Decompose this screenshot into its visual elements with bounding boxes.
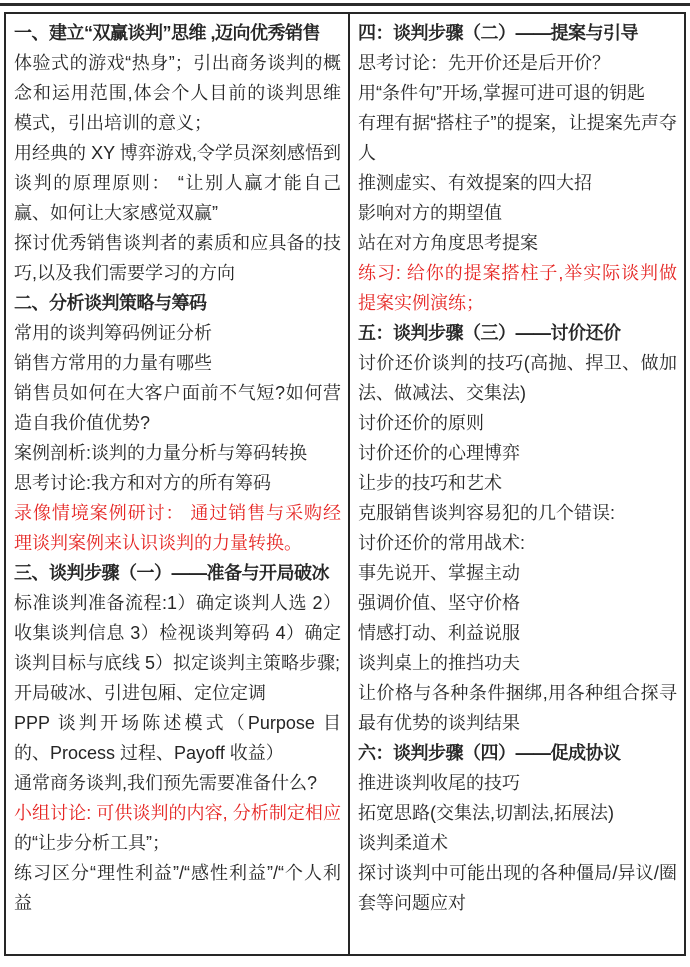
outline-item xyxy=(358,258,677,318)
text-run: 拓宽思路(交集法,切割法,拓展法) xyxy=(358,803,614,823)
text-run: 的“让步分析工具”； xyxy=(14,833,170,853)
text-run: 小组讨论: 可供谈判的内容, 分析制定相应 xyxy=(14,803,341,823)
outline-item xyxy=(358,468,677,498)
outline-item xyxy=(14,318,341,348)
outline-item xyxy=(358,588,677,618)
text-run: 开局破冰、引进包厢、定位定调 xyxy=(14,683,266,703)
text-run: 让步的技巧和艺术 xyxy=(358,473,502,493)
outline-item xyxy=(14,768,341,798)
text-run: 谈判桌上的推挡功夫 xyxy=(358,653,520,673)
section-heading xyxy=(358,738,677,768)
section-heading xyxy=(14,558,341,588)
text-run: 案例剖析:谈判的力量分析与筹码转换 xyxy=(14,443,307,463)
text-run: 克服销售谈判容易犯的几个错误: xyxy=(358,503,615,523)
outline-column-right xyxy=(350,14,684,954)
text-run: 谈判柔道术 xyxy=(358,833,448,853)
section-heading xyxy=(358,318,677,348)
outline-item xyxy=(358,48,677,78)
course-outline-table xyxy=(4,12,686,956)
text-run: 通常商务谈判,我们预先需要准备什么? xyxy=(14,773,318,793)
outline-column-left xyxy=(6,14,350,954)
outline-item xyxy=(358,858,677,918)
section-heading xyxy=(14,288,341,318)
text-run: 销售方常用的力量有哪些 xyxy=(14,353,212,373)
text-run: 事先说开、掌握主动 xyxy=(358,563,520,583)
outline-item xyxy=(14,378,341,438)
text-run: 探讨谈判中可能出现的各种僵局/异议/圈套等问题应对 xyxy=(358,863,677,913)
section-heading xyxy=(14,18,341,48)
text-run: 讨价还价的心理博弈 xyxy=(358,443,520,463)
outline-item xyxy=(14,708,341,768)
text-run: 思考讨论:我方和对方的所有筹码 xyxy=(14,473,271,493)
outline-item xyxy=(14,678,341,708)
text-run: 推进谈判收尾的技巧 xyxy=(358,773,520,793)
text-run: 销售员如何在大客户面前不气短?如何营造自我价值优势? xyxy=(14,383,341,433)
text-run: 影响对方的期望值 xyxy=(358,203,502,223)
outline-item xyxy=(358,168,677,198)
outline-item xyxy=(358,198,677,228)
outline-item xyxy=(14,468,341,498)
text-run: 有理有据“搭柱子”的提案，让提案先声夺人 xyxy=(358,113,677,163)
text-run: 练习区分“理性利益”/“感性利益”/“个人利益 xyxy=(14,863,341,913)
text-run: 讨价还价的常用战术: xyxy=(358,533,526,553)
outline-item xyxy=(14,858,341,918)
outline-item xyxy=(358,618,677,648)
text-run: 讨价还价的原则 xyxy=(358,413,484,433)
text-run: 用“条件句”开场,掌握可进可退的钥匙 xyxy=(358,83,645,103)
outline-item xyxy=(14,438,341,468)
outline-item xyxy=(14,498,341,558)
text-run: 一、建立“双赢谈判”思维 ,迈向优秀销售 xyxy=(14,23,321,43)
text-run: 标准谈判准备流程:1）确定谈判人选 2）收集谈判信息 3）检视谈判筹码 4）确定谈判目标与底线 5）拟定谈判主策略步骤; xyxy=(14,593,341,673)
text-run: 录像情境案例研讨： 通过销售与采购经理谈判案例来认识谈判的力量转换。 xyxy=(14,503,341,553)
outline-item xyxy=(14,798,341,858)
outline-item xyxy=(358,108,677,168)
text-run: 三、谈判步骤（一）——准备与开局破冰 xyxy=(14,563,329,583)
text-run: 强调价值、坚守价格 xyxy=(358,593,520,613)
text-run: 五：谈判步骤（三）——讨价还价 xyxy=(358,323,621,343)
outline-item xyxy=(358,558,677,588)
outline-item xyxy=(14,138,341,228)
text-run: 推测虚实、有效提案的四大招 xyxy=(358,173,592,193)
section-heading xyxy=(358,18,677,48)
outline-item xyxy=(358,228,677,258)
outline-item xyxy=(14,48,341,138)
text-run: 让价格与各种条件捆绑,用各种组合探寻最有优势的谈判结果 xyxy=(358,683,677,733)
text-run: 思考讨论：先开价还是后开价？ xyxy=(358,53,610,73)
text-run: 体验式的游戏“热身”；引出商务谈判的概念和运用范围,体会个人目前的谈判思维模式，引出培训的意义； xyxy=(14,53,341,133)
text-run: 常用的谈判筹码例证分析 xyxy=(14,323,212,343)
outline-item xyxy=(358,828,677,858)
outline-item xyxy=(14,228,341,288)
text-run: 探讨优秀销售谈判者的素质和应具备的技巧,以及我们需要学习的方向 xyxy=(14,233,341,283)
text-run: 用经典的 XY 博弈游戏,令学员深刻感悟到谈判的原理原则： “让别人赢才能自己赢、如何让大家感觉双赢” xyxy=(14,143,341,223)
outline-item xyxy=(14,348,341,378)
outline-item xyxy=(358,528,677,558)
text-run: 二、分析谈判策略与筹码 xyxy=(14,293,207,313)
outline-item xyxy=(14,588,341,678)
outline-item xyxy=(358,438,677,468)
outline-item xyxy=(358,348,677,408)
text-run: 四：谈判步骤（二）——提案与引导 xyxy=(358,23,638,43)
outline-item xyxy=(358,78,677,108)
outline-item xyxy=(358,768,677,798)
outline-item xyxy=(358,648,677,678)
text-run: 站在对方角度思考提案 xyxy=(358,233,538,253)
outline-item xyxy=(358,498,677,528)
outline-item xyxy=(358,678,677,738)
outline-item xyxy=(358,408,677,438)
text-run: 情感打动、利益说服 xyxy=(358,623,520,643)
text-run: 练习: 给你的提案搭柱子,举实际谈判做提案实例演练； xyxy=(358,263,677,313)
text-run: PPP 谈判开场陈述模式（Purpose 目的、Process 过程、Payoff 收益） xyxy=(14,713,341,763)
text-run: 讨价还价谈判的技巧(高抛、捍卫、做加法、做减法、交集法) xyxy=(358,353,677,403)
text-run: 六：谈判步骤（四）——促成协议 xyxy=(358,743,621,763)
page-top-rule xyxy=(0,3,690,6)
outline-item xyxy=(358,798,677,828)
